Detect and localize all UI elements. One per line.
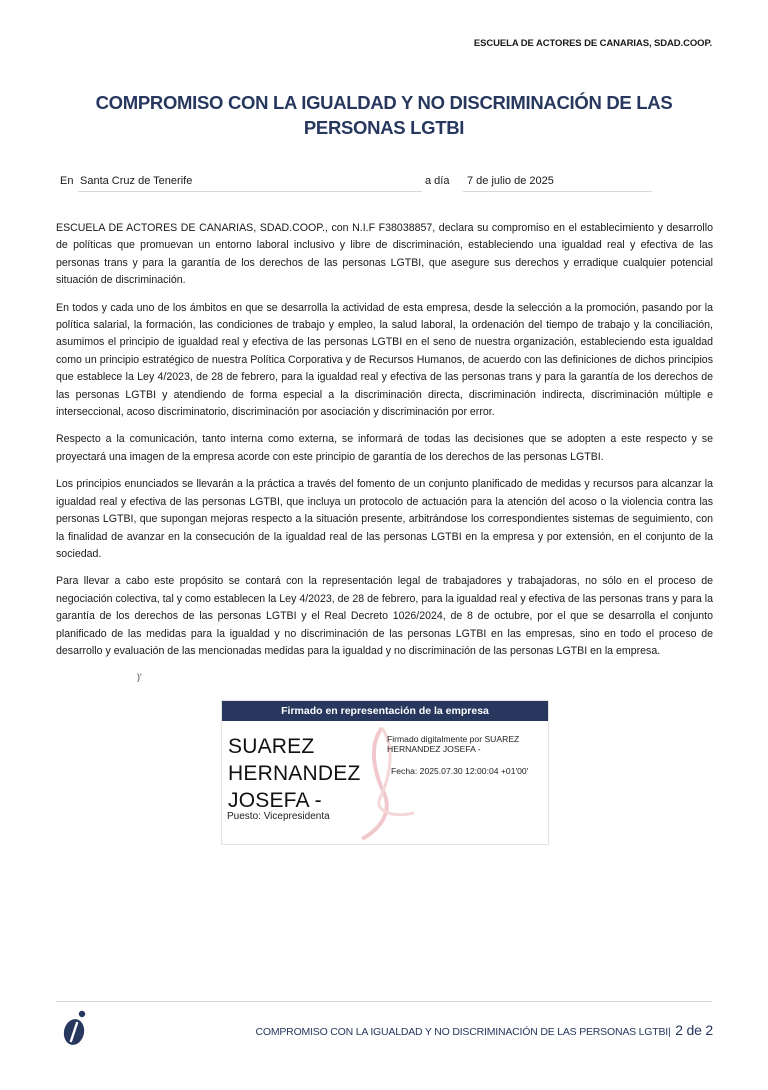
paragraph: Respecto a la comunicación, tanto interna como externa, se informará de todas las decisiones que se adopten a este respecto y se proyectará una imagen de la empresa acorde con este principio de garantía de los derechos de las personas LGTBI.: [56, 433, 713, 463]
footer-text: [255, 1022, 713, 1038]
page-number: 2 de 2: [675, 1022, 713, 1038]
footer-document-title: COMPROMISO CON LA IGUALDAD Y NO DISCRIMINACIÓN DE LAS PERSONAS LGTBI: [255, 1026, 669, 1038]
digital-signature-text: Firmado digitalmente por SUAREZ HERNANDEZ JOSEFA -: [387, 734, 520, 754]
paragraph: En todos y cada uno de los ámbitos en que se desarrolla la actividad de esta empresa, desde la selección a la promoción, pasando por la política salarial, la formación, las condiciones de trabajo y empleo, la salud laboral, la ordenación del tiempo de trabajo y la conciliación, asumimos el principio de igualdad real y efectiva de las personas LGTBI en el seno de nuestra organización, estableciendo esta igualdad como un principio estratégico de nuestra Política Corporativa y de Recursos Humanos, de acuerdo con las definiciones de dichos principios que establece la Ley 4/2023, de 28 de febrero, para la igualdad real y efectiva de las personas trans y para la garantía de los derechos de las personas LGTBI y atendiendo de forma especial a la discriminación directa, discriminación indirecta, discriminación múltiple e interseccional, acoso discriminatorio, discriminación por asociación y discriminación por error.: [56, 301, 713, 419]
signer-role: Puesto: Vicepresidenta: [227, 811, 330, 822]
digital-signature-date: Fecha: 2025.07.30 12:00:04 +01'00': [391, 766, 529, 776]
signer-name-line: JOSEFA -: [228, 789, 322, 812]
signature-header: Firmado en representación de la empresa: [222, 701, 548, 721]
paragraph: Para llevar a cabo este propósito se contará con la representación legal de trabajadores y trabajadoras, no sólo en el proceso de negociación colectiva, tal y como establecen la Ley 4/2023, de 28 de febrero, para la igualdad real y efectiva de las personas trans y para la garantía de los derechos de las personas LGTBI y el Real Decreto 1026/2024, de 8 de octubre, por el que se desarrolla el conjunto planificado de las medidas para la igualdad y no discriminación de las personas LGTBI en las empresas, sino en todo el proceso de desarrollo y evaluación de las mencionadas medidas para la igualdad y no discriminación de las personas LGTBI en la empresa.: [56, 575, 713, 657]
company-logo-icon: [60, 1010, 90, 1046]
document-title: COMPROMISO CON LA IGUALDAD Y NO DISCRIMINACIÓN DE LAS PERSONAS LGTBI: [95, 92, 673, 138]
header-company-name: ESCUELA DE ACTORES DE CANARIAS, SDAD.COOP.: [473, 38, 712, 49]
document-body: [56, 220, 713, 670]
signer-name-line: HERNANDEZ: [228, 762, 361, 785]
stray-mark: )': [137, 672, 142, 682]
footer-separator: |: [668, 1026, 671, 1038]
signature-box[interactable]: [221, 700, 549, 845]
place-field: Santa Cruz de Tenerife: [78, 175, 422, 192]
signer-name: [228, 733, 360, 814]
place-label: En: [60, 175, 74, 187]
footer-divider: [56, 1001, 712, 1002]
paragraph: ESCUELA DE ACTORES DE CANARIAS, SDAD.COOP., con N.I.F F38038857, declara su compromiso en el establecimiento y desarrollo de políticas que promuevan un entorno laboral inclusivo y libre de discriminación, estableciendo una igualdad real y efectiva de las personas trans y para la garantía de los derechos de las personas LGTBI, que asegure sus derechos y erradique cualquier potencial situación de discriminación.: [56, 222, 713, 287]
signer-name-line: SUAREZ: [228, 735, 315, 758]
place-date-row: [58, 174, 650, 192]
date-field: 7 de julio de 2025: [463, 175, 652, 192]
paragraph: Los principios enunciados se llevarán a la práctica a través del fomento de un conjunto planificado de medidas y recursos para alcanzar la igualdad real y efectiva de las personas LGTBI, que incluya un protocolo de actuación para la atención del acoso o la violencia contra las personas LGTBI, que supongan mejoras respecto a la situación presente, arbitrándose los correspondientes sistemas de seguimiento, con la finalidad de avanzar en la consecución de la igualdad real de las personas LGTBI en la empresa y por extensión, en el conjunto de la sociedad.: [56, 478, 713, 560]
date-label: a día: [425, 175, 450, 187]
